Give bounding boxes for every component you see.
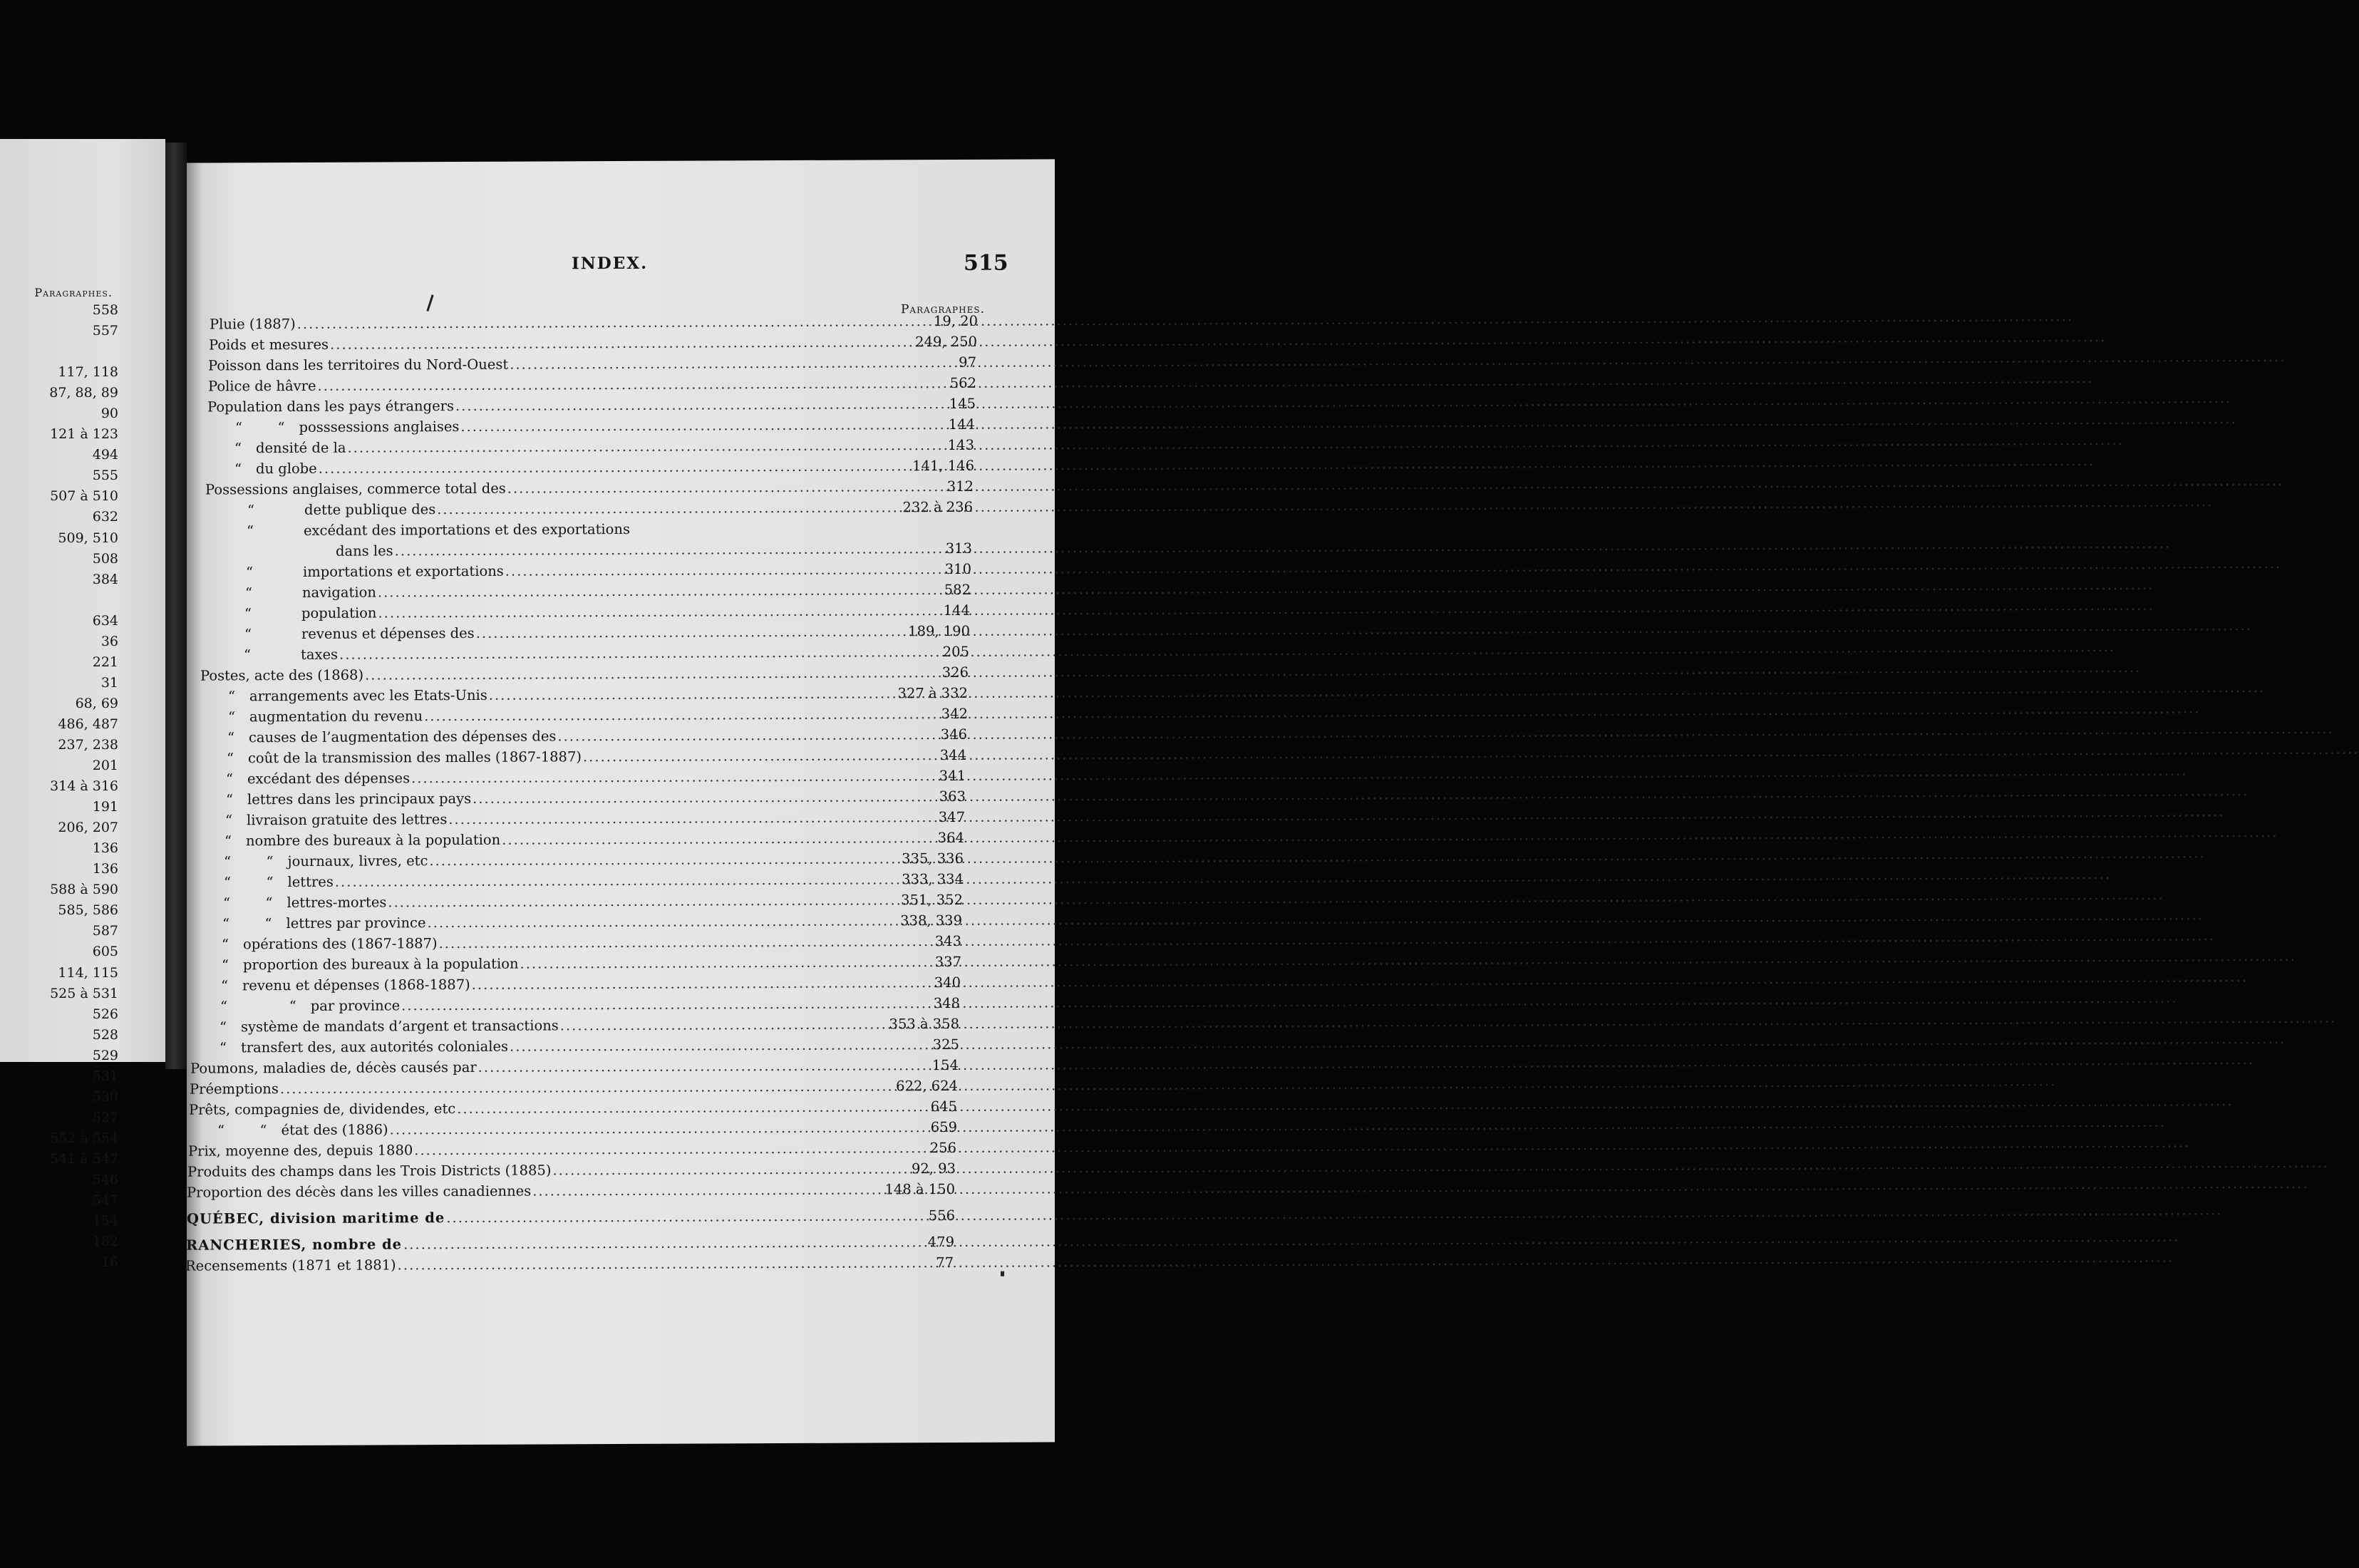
entry-label: Produits des champs dans les Trois Districts (1885): [187, 1162, 552, 1180]
left-page-number: 634: [92, 612, 118, 629]
entry-label: proportion des bureaux à la population: [242, 955, 519, 974]
entry-label: Poids et mesures: [209, 336, 329, 354]
entry-paragraph-number: 249, 250: [915, 333, 977, 351]
left-page-number: 555: [92, 468, 118, 484]
left-page-number: 588 à 590: [50, 882, 118, 898]
entry-paragraph-number: 340: [934, 974, 961, 991]
entry-label: Population dans les pays étrangers: [207, 398, 454, 416]
entry-paragraph-number: 232 à 236: [902, 498, 973, 516]
left-page-number: 114, 115: [58, 964, 118, 981]
entry-paragraph-number: 97: [959, 354, 976, 371]
ditto-mark: “ “: [217, 1122, 267, 1139]
left-page-number: 16: [100, 1254, 118, 1271]
entry-label: Préemptions: [190, 1080, 279, 1098]
entry-label: lettres par province: [286, 914, 426, 932]
left-page-number: 206, 207: [58, 820, 118, 836]
index-entry: [187, 1252, 1055, 1276]
entry-label: posssessions anglaises: [299, 418, 460, 435]
entry-label: causes de l’augmentation des dépenses des: [248, 728, 557, 746]
entry-paragraph-number: 145: [949, 395, 976, 412]
entry-paragraph-number: 351, 352: [901, 891, 963, 909]
left-page-number: 509, 510: [58, 530, 118, 546]
left-page-number: 36: [100, 633, 118, 649]
ditto-mark: “: [221, 977, 228, 994]
left-page-number: 191: [92, 799, 118, 815]
entry-label: système de mandats d’argent et transactions: [240, 1017, 559, 1036]
entry-paragraph-number: 342: [941, 705, 968, 723]
entry-paragraph-number: 338, 339: [900, 912, 962, 929]
entry-label: transfert des, aux autorités coloniales: [240, 1038, 508, 1056]
entry-paragraph-number: 312: [946, 478, 974, 495]
ditto-mark: “: [220, 1018, 227, 1036]
left-page-number: 632: [92, 509, 118, 525]
left-page-number: 117, 118: [58, 364, 118, 381]
entry-paragraph-number: 645: [930, 1098, 957, 1115]
ditto-mark: “: [220, 1039, 227, 1056]
entry-label: du globe: [255, 460, 317, 478]
left-page-number: 526: [92, 1006, 118, 1022]
entry-label: excédant des importations et des exportations: [303, 520, 630, 539]
entry-label: Pluie (1887): [210, 315, 296, 333]
left-page-number: 530: [92, 1088, 118, 1105]
left-page-number: 68, 69: [75, 695, 118, 711]
left-page-number: 531: [92, 1068, 118, 1084]
left-page-number: 136: [92, 840, 118, 857]
entry-label: Police de hâvre: [208, 377, 316, 395]
ditto-mark: “: [244, 646, 251, 664]
left-page-number: 494: [92, 447, 118, 463]
ditto-mark: “ “: [222, 915, 272, 932]
right-page: [187, 159, 1055, 1445]
entry-paragraph-number: 363: [939, 788, 966, 805]
ditto-mark: “: [228, 708, 235, 726]
entry-label: journaux, livres, etc: [287, 852, 428, 870]
column-header: Paragraphes.: [900, 301, 985, 317]
entry-label: importations et exportations: [302, 562, 504, 580]
left-page-number: 585, 586: [58, 902, 118, 919]
entry-paragraph-number: 144: [943, 602, 970, 619]
left-page-number: 527: [92, 1109, 118, 1125]
entry-paragraph-number: 343: [934, 932, 961, 950]
left-page-number: 508: [92, 550, 118, 567]
left-page-number: 201: [92, 758, 118, 774]
entry-paragraph-number: 325: [932, 1036, 959, 1053]
entry-label: lettres dans les principaux pays: [247, 790, 472, 808]
entry-paragraph-number: 344: [939, 746, 966, 764]
entry-label: population: [301, 604, 377, 621]
left-page-number: 529: [92, 1047, 118, 1063]
page-number: 515: [964, 250, 1008, 276]
ditto-mark: “: [247, 522, 254, 540]
ditto-mark: “: [244, 626, 252, 643]
entry-paragraph-number: 77: [936, 1254, 954, 1272]
left-page-number: [7, 341, 118, 362]
entry-label: taxes: [300, 646, 338, 663]
entry-paragraph-number: 346: [940, 726, 967, 743]
ditto-mark: “: [227, 729, 234, 746]
entry-label: Prêts, compagnies de, dividendes, etc: [189, 1100, 456, 1118]
left-page-number: 384: [92, 571, 118, 587]
left-page-number: 546: [92, 1171, 118, 1187]
entry-label: RANCHERIES, nombre de: [186, 1236, 403, 1254]
ditto-mark: “: [247, 502, 254, 519]
left-page-number: 557: [92, 323, 118, 339]
entry-paragraph-number: 659: [930, 1118, 957, 1136]
left-page-number: 552 à 554: [50, 1130, 118, 1146]
entry-label: dette publique des: [304, 501, 436, 518]
entry-label: Postes, acte des (1868): [200, 666, 364, 684]
left-page-number: 605: [92, 944, 118, 960]
entry-paragraph-number: 556: [928, 1207, 955, 1224]
entry-label: Possessions anglaises, commerce total des: [205, 480, 506, 498]
left-page-number: 486, 487: [58, 716, 118, 732]
entry-paragraph-number: 333, 334: [902, 870, 964, 888]
left-page-number: 507 à 510: [50, 488, 118, 505]
entry-label: arrangements avec les Etats-Unis: [249, 686, 487, 705]
ditto-mark: “: [225, 812, 232, 829]
ditto-mark: “: [227, 750, 234, 767]
left-page-numbers: [7, 300, 118, 1273]
entry-paragraph-number: 256: [929, 1139, 956, 1157]
entry-paragraph-number: 19, 20: [933, 312, 978, 330]
entry-paragraph-number: 143: [947, 436, 974, 453]
entry-label: état des (1886): [281, 1121, 388, 1139]
ditto-mark: “: [246, 564, 253, 581]
entry-label: lettres: [287, 873, 334, 891]
entry-label: Prix, moyenne des, depuis 1880: [188, 1142, 413, 1160]
ink-speck: [426, 294, 433, 311]
ink-speck: [1001, 1272, 1004, 1276]
left-page-number: 221: [92, 654, 118, 670]
book-gutter: [165, 143, 187, 1069]
left-page-number: 154: [92, 1213, 118, 1229]
left-page-number: 541 à 547: [50, 1150, 118, 1167]
entry-label: livraison gratuite des lettres: [246, 811, 448, 829]
left-page-number: 237, 238: [58, 736, 118, 753]
dot-leader: [446, 1200, 2222, 1228]
entry-label: coût de la transmission des malles (1867-1887): [247, 748, 582, 767]
entry-label: Recensements (1871 et 1881): [185, 1257, 396, 1274]
entry-label: QUÉBEC, division maritime de: [187, 1209, 445, 1227]
page-title: INDEX.: [572, 253, 649, 274]
left-page-number: 528: [92, 1026, 118, 1043]
ditto-mark: “: [245, 584, 252, 602]
entry-label: revenu et dépenses (1868-1887): [242, 976, 470, 994]
entry-paragraph-number: 327 à 332: [897, 684, 968, 702]
ditto-mark: “: [226, 770, 233, 788]
entry-paragraph-number: 335, 336: [902, 850, 964, 867]
entry-paragraph-number: 341: [939, 767, 966, 785]
ditto-mark: “ “: [223, 894, 273, 912]
left-page-number: 525 à 531: [50, 985, 118, 1001]
left-page-number: 182: [92, 1234, 118, 1250]
ditto-mark: “: [228, 688, 235, 705]
left-page-number: 31: [100, 674, 118, 691]
left-page-number: 587: [92, 923, 118, 939]
entry-label: par province: [310, 997, 401, 1014]
entry-paragraph-number: 582: [944, 581, 971, 599]
entry-label: augmentation du revenu: [249, 708, 423, 726]
entry-label: opérations des (1867-1887): [242, 935, 438, 953]
left-page-number: 136: [92, 861, 118, 877]
ditto-mark: “: [244, 605, 252, 622]
left-page-number: 121 à 123: [50, 426, 118, 443]
entry-paragraph-number: 189, 190: [908, 622, 970, 640]
entry-label: Poisson dans les territoires du Nord-Ouest: [208, 356, 509, 374]
left-page-number: 90: [100, 406, 118, 422]
left-page-number: 547: [92, 1192, 118, 1209]
left-page-number: 558: [92, 302, 118, 318]
ditto-mark: “ “: [235, 419, 285, 436]
ditto-mark: “ “: [224, 853, 274, 870]
index-entry: [187, 1178, 1055, 1202]
entry-paragraph-number: 144: [948, 416, 975, 433]
entry-label: nombre des bureaux à la population: [245, 831, 501, 850]
entry-paragraph-number: 479: [927, 1233, 954, 1251]
entry-paragraph-number: 347: [938, 808, 965, 826]
entry-label: dans les: [336, 542, 393, 559]
entry-paragraph-number: 348: [933, 994, 960, 1012]
index-entry: [187, 1205, 1055, 1229]
entry-label: excédant des dépenses: [247, 770, 411, 788]
ditto-mark: “: [224, 832, 232, 850]
ditto-mark: “: [234, 440, 242, 457]
entry-label: Proportion des décès dans les villes canadiennes: [187, 1182, 532, 1201]
entry-label: navigation: [301, 584, 376, 601]
left-page-number: [7, 590, 118, 611]
entry-paragraph-number: 337: [934, 953, 961, 971]
entry-label: Poumons, maladies de, décès causés par: [190, 1058, 477, 1077]
index-entries: [187, 310, 1055, 1276]
entry-paragraph-number: 154: [931, 1056, 959, 1074]
entry-paragraph-number: [865, 517, 972, 518]
entry-label: lettres-mortes: [287, 894, 387, 912]
left-column-header: Paragraphes.: [34, 286, 113, 299]
ditto-mark: “: [222, 956, 229, 974]
left-page: [0, 139, 165, 1271]
entry-label: densité de la: [255, 439, 346, 457]
entry-paragraph-number: 622, 624: [896, 1077, 958, 1095]
ditto-mark: “: [222, 936, 229, 953]
ditto-mark: “: [226, 791, 233, 808]
ditto-mark: “: [234, 460, 242, 478]
left-page-number: 87, 88, 89: [49, 385, 118, 401]
entry-paragraph-number: 562: [949, 374, 976, 391]
entry-paragraph-number: 364: [937, 829, 964, 847]
entry-paragraph-number: 326: [941, 664, 969, 681]
entry-paragraph-number: 205: [942, 643, 969, 661]
entry-paragraph-number: 353 à 358: [889, 1015, 959, 1033]
left-page-number: 314 à 316: [50, 778, 118, 795]
entry-paragraph-number: 92, 93: [911, 1160, 956, 1177]
entry-paragraph-number: 148 à 150: [884, 1180, 955, 1198]
entry-label: revenus et dépenses des: [301, 624, 475, 642]
entry-paragraph-number: 310: [944, 560, 971, 578]
entry-paragraph-number: 313: [945, 540, 972, 557]
ditto-mark: “ “: [220, 997, 296, 1015]
entry-paragraph-number: 141, 146: [912, 457, 974, 475]
ditto-mark: “ “: [224, 874, 274, 891]
